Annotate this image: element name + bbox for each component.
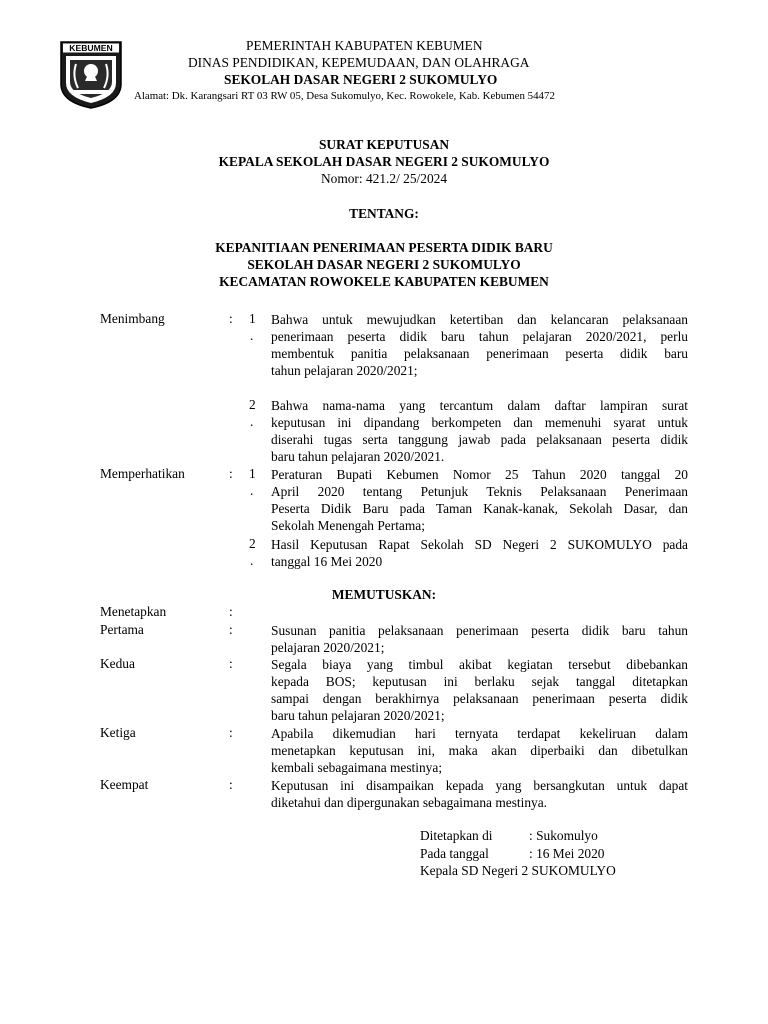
subject-line-3: KECAMATAN ROWOKELE KABUPATEN KEBUMEN [219, 274, 549, 289]
signature-place-label: Ditetapkan di [420, 828, 493, 843]
menimbang-item-2-text: Bahwa nama-nama yang tercantum dalam daftar lampiran surat keputusan ini dipandang berkompeten dan memenuhi syarat untuk diserahi tugas serta tanggung jawab pada pelaksanaan peserta didik baru tahun pelajaran 2020/2021. [271, 398, 688, 465]
memutuskan-heading: MEMUTUSKAN: [331, 587, 437, 602]
menetapkan-colon: : [229, 604, 233, 619]
memperhatikan-item-2-text: Hasil Keputusan Rapat Sekolah SD Negeri 2 SUKOMULYO pada tanggal 16 Mei 2020 [271, 537, 688, 570]
subject-line-1: KEPANITIAAN PENERIMAAN PESERTA DIDIK BARU [215, 240, 553, 255]
signature-date-value: : 16 Mei 2020 [529, 846, 605, 861]
pertama-colon: : [229, 622, 233, 637]
tentang-label: TENTANG: [349, 206, 419, 221]
decree-title: SURAT KEPUTUSAN [318, 137, 450, 152]
keempat-colon: : [229, 777, 233, 792]
header-government: PEMERINTAH KABUPATEN KEBUMEN [246, 38, 483, 53]
menetapkan-label: Menetapkan [100, 604, 167, 619]
kedua-colon: : [229, 656, 233, 671]
subject-line-2: SEKOLAH DASAR NEGERI 2 SUKOMULYO [247, 257, 521, 272]
menimbang-label: Menimbang [100, 311, 165, 326]
memperhatikan-item-1-text: Peraturan Bupati Kebumen Nomor 25 Tahun 2020 tanggal 20 April 2020 tentang Petunjuk Teknis Pelaksanaan Penerimaan Peserta Didik Baru pada Taman Kanak-kanak, Sekolah Dasar, dan Sekolah Menengah Pertama; [271, 467, 688, 534]
decree-number: Nomor: 421.2/ 25/2024 [320, 171, 448, 186]
signature-position: Kepala SD Negeri 2 SUKOMULYO [420, 863, 616, 878]
memperhatikan-item-2-number: 2 [249, 536, 256, 551]
memperhatikan-colon: : [229, 466, 233, 481]
signature-place-value: : Sukomulyo [529, 828, 598, 843]
decree-subtitle: KEPALA SEKOLAH DASAR NEGERI 2 SUKOMULYO [218, 154, 550, 169]
memperhatikan-item-1-dot: . [250, 483, 254, 498]
keempat-label: Keempat [100, 777, 149, 792]
kedua-text: Segala biaya yang timbul akibat kegiatan tersebut dibebankan kepada BOS; keputusan ini berlaku sejak tanggal ditetapkan sampai dengan berakhirnya pelaksanaan penerimaan peserta didik baru tahun pelajaran 2020/2021; [271, 657, 688, 724]
school-logo [58, 40, 124, 110]
menimbang-item-2-dot: . [250, 414, 254, 429]
menimbang-item-1-dot: . [250, 328, 254, 343]
header-address: Alamat: Dk. Karangsari RT 03 RW 05, Desa Sukomulyo, Kec. Rowokele, Kab. Kebumen 54472 [134, 90, 555, 102]
memperhatikan-item-2-dot: . [250, 553, 254, 568]
menimbang-colon: : [229, 311, 233, 326]
ketiga-label: Ketiga [100, 725, 136, 740]
ketiga-colon: : [229, 725, 233, 740]
header-department: DINAS PENDIDIKAN, KEPEMUDAAN, DAN OLAHRAGA [188, 55, 530, 70]
logo-text: KEBUMEN [69, 43, 113, 53]
menimbang-item-2-number: 2 [249, 397, 256, 412]
memperhatikan-label: Memperhatikan [100, 466, 185, 481]
kedua-label: Kedua [100, 656, 135, 671]
pertama-text: Susunan panitia pelaksanaan penerimaan peserta didik baru tahun pelajaran 2020/2021; [271, 623, 688, 656]
ketiga-text: Apabila dikemudian hari ternyata terdapat kekeliruan dalam menetapkan keputusan ini, maka akan diperbaiki dan dibetulkan kembali sebagaimana mestinya; [271, 726, 688, 776]
header-school: SEKOLAH DASAR NEGERI 2 SUKOMULYO [224, 72, 498, 87]
keempat-text: Keputusan ini disampaikan kepada yang bersangkutan untuk dapat diketahui dan dipergunakan sebagaimana mestinya. [271, 778, 688, 811]
signature-date-label: Pada tanggal [420, 846, 489, 861]
memperhatikan-item-1-number: 1 [249, 466, 256, 481]
menimbang-item-1-text: Bahwa untuk mewujudkan ketertiban dan kelancaran pelaksanaan penerimaan peserta didik baru tahun pelajaran 2020/2021, perlu membentuk panitia pelaksanaan penerimaan peserta didik baru tahun pelajaran 2020/2021; [271, 312, 688, 379]
menimbang-item-1-number: 1 [249, 311, 256, 326]
pertama-label: Pertama [100, 622, 144, 637]
